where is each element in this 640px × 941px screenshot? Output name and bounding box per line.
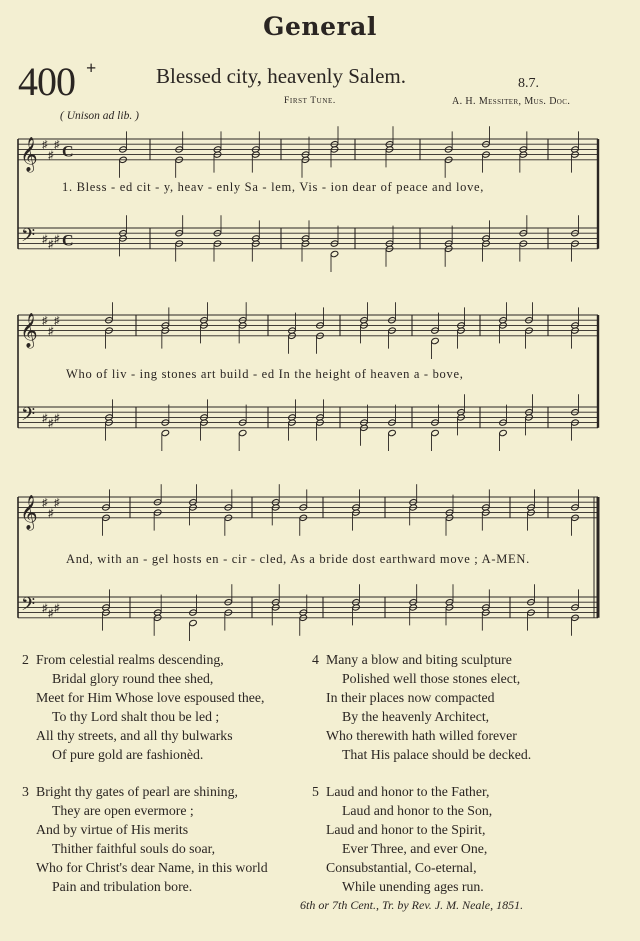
stanza-line: They are open evermore ; [52, 803, 194, 818]
stanza-line: While unending ages run. [342, 879, 484, 894]
sharp-icon: ♯ [54, 233, 60, 246]
note-head [330, 250, 339, 257]
sharp-icon: ♯ [54, 602, 60, 615]
hymn-title: Blessed city, heavenly Salem. [156, 64, 406, 88]
hymn-meter: 8.7. [518, 76, 539, 91]
stanza-line: Of pure gold are fashionèd. [52, 747, 204, 762]
sharp-icon: ♯ [48, 507, 54, 520]
performance-note: ( Unison ad lib. ) [60, 110, 139, 122]
note-head [161, 429, 170, 436]
stanza-line: From celestial realms descending, [36, 652, 224, 667]
hymn-cross-mark: + [86, 58, 97, 78]
stanza-line: Who for Christ's dear Name, in this world [36, 860, 268, 875]
stanza-number: 4 [312, 652, 319, 667]
stanza-line: Bridal glory round thee shed, [52, 671, 214, 686]
sharp-icon: ♯ [54, 315, 60, 328]
sharp-icon: ♯ [42, 497, 48, 510]
stanza-number: 3 [22, 784, 29, 799]
stanza-line: All thy streets, and all thy bulwarks [36, 728, 233, 743]
stanza-line: In their places now compacted [326, 690, 495, 705]
sharp-icon: ♯ [48, 149, 54, 162]
stanza-number: 5 [312, 784, 319, 799]
sharp-icon: ♯ [54, 497, 60, 510]
stanza-line: By the heavenly Architect, [342, 709, 490, 724]
sharp-icon: ♯ [42, 412, 48, 425]
stanza-line: Laud and honor to the Father, [326, 784, 490, 799]
sharp-icon: ♯ [48, 238, 54, 251]
note-head [189, 619, 198, 626]
note-head [238, 429, 247, 436]
stanza-line: And by virtue of His merits [36, 822, 189, 837]
stanza-line: Laud and honor to the Spirit, [326, 822, 486, 837]
sharp-icon: ♯ [42, 315, 48, 328]
common-time-icon: C [62, 232, 74, 250]
sharp-icon: ♯ [54, 139, 60, 152]
lyric-line-system-1: 1. Bless - ed cit - y, heav - enly Sa - lem, Vis - ion dear of peace and love, [62, 180, 485, 194]
stanza-line: To thy Lord shalt thou be led ; [52, 709, 220, 724]
bass-clef-icon: 𝄢 [21, 594, 36, 620]
stanza-4 [312, 650, 532, 764]
sharp-icon: ♯ [48, 325, 54, 338]
stanza-line: That His palace should be decked. [342, 747, 532, 762]
treble-clef-icon: 𝄞 [20, 312, 38, 348]
tune-label: First Tune. [284, 96, 336, 106]
stanza-line: Who therewith hath willed forever [326, 728, 517, 743]
lyric-line-system-2: Who of liv - ing stones art build - ed In the height of heaven a - bove, [66, 367, 464, 381]
lyric-line-system-3: And, with an - gel hosts en - cir - cled, As a bride dost earthward move ; A-MEN. [66, 552, 530, 566]
sharp-icon: ♯ [48, 607, 54, 620]
sharp-icon: ♯ [54, 412, 60, 425]
stanza-3 [22, 782, 268, 896]
composer: A. H. Messiter, Mus. Doc. [452, 96, 571, 107]
note-head [431, 429, 440, 436]
stanza-line: Laud and honor to the Son, [342, 803, 493, 818]
note-head [431, 337, 440, 344]
bass-clef-icon: 𝄢 [21, 404, 36, 430]
note-head [388, 429, 397, 436]
sharp-icon: ♯ [42, 233, 48, 246]
note-head [499, 429, 508, 436]
common-time-icon: C [62, 143, 74, 161]
stanza-line: Bright thy gates of pearl are shining, [36, 784, 238, 799]
stanza-line: Polished well those stones elect, [342, 671, 521, 686]
stanza-line: Consubstantial, Co-eternal, [326, 860, 477, 875]
sharp-icon: ♯ [42, 602, 48, 615]
sharp-icon: ♯ [42, 139, 48, 152]
stanza-line: Many a blow and biting sculpture [326, 652, 512, 667]
stanza-2 [22, 650, 265, 764]
stanza-5 [312, 782, 493, 896]
stanza-line: Thither faithful souls do soar, [52, 841, 216, 856]
bass-clef-icon: 𝄢 [21, 225, 36, 251]
stanza-number: 2 [22, 652, 29, 667]
section-title: General [263, 12, 377, 41]
sharp-icon: ♯ [48, 417, 54, 430]
stanza-line: Ever Three, and ever One, [342, 841, 488, 856]
stanza-line: Meet for Him Whose love espoused thee, [36, 690, 265, 705]
stanza-line: Pain and tribulation bore. [52, 879, 193, 894]
treble-clef-icon: 𝄞 [20, 136, 38, 172]
attribution: 6th or 7th Cent., Tr. by Rev. J. M. Neale, 1851. [300, 898, 524, 912]
treble-clef-icon: 𝄞 [20, 494, 38, 530]
hymn-number: 400 [18, 59, 75, 104]
